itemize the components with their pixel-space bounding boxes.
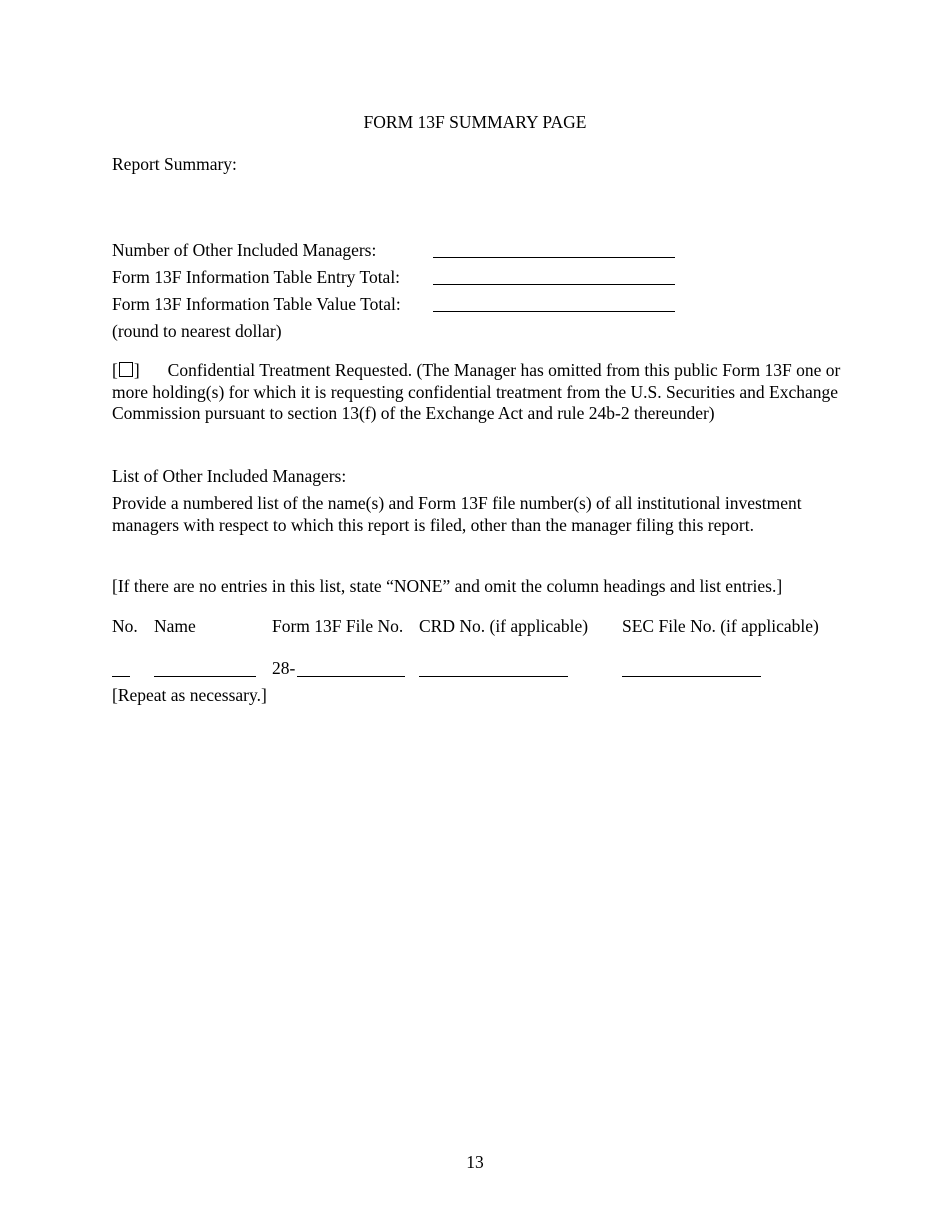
column-heading-no: No. [112, 616, 138, 636]
column-heading-crd-no: CRD No. (if applicable) [419, 616, 589, 636]
column-heading-name: Name [154, 616, 196, 636]
value-total-field[interactable] [433, 311, 675, 312]
confidential-treatment-paragraph [112, 360, 842, 425]
entry-total-field[interactable] [433, 284, 675, 285]
repeat-note: [Repeat as necessary.] [112, 685, 267, 705]
none-instruction: [If there are no entries in this list, state “NONE” and omit the column headings and list entries.] [112, 576, 783, 596]
page-number: 13 [466, 1152, 484, 1172]
other-managers-label: Number of Other Included Managers: [112, 240, 377, 260]
entry-name-field[interactable] [154, 676, 256, 677]
other-managers-field[interactable] [433, 257, 675, 258]
entry-no-field[interactable] [112, 676, 130, 677]
confidential-checkbox[interactable] [119, 362, 133, 377]
list-instructions: Provide a numbered list of the name(s) and Form 13F file number(s) of all institutional investment managers with respect to which this report is filed, other than the manager filing this report. [112, 493, 802, 535]
entry-crd-no-field[interactable] [419, 676, 568, 677]
value-total-label: Form 13F Information Table Value Total: [112, 294, 401, 314]
entry-file-no-field[interactable] [297, 676, 405, 677]
page-title: FORM 13F SUMMARY PAGE [363, 112, 587, 132]
file-no-prefix: 28- [272, 658, 296, 678]
report-summary-label: Report Summary: [112, 154, 237, 174]
bracket-close: ] [133, 360, 140, 380]
entry-sec-file-no-field[interactable] [622, 676, 761, 677]
list-heading: List of Other Included Managers: [112, 466, 347, 486]
confidential-checkbox-wrap [112, 360, 140, 382]
round-note: (round to nearest dollar) [112, 321, 282, 341]
bracket-open: [ [112, 360, 118, 380]
confidential-text: Confidential Treatment Requested. (The Manager has omitted from this public Form 13F one or more holding(s) for which it is requesting confidential treatment from the U.S. Securities and Exchange Commission pursuant to section 13(f) of the Exchange Act and rule 24b-2 thereunder) [112, 360, 841, 423]
column-heading-file-no: Form 13F File No. [272, 616, 404, 636]
entry-total-label: Form 13F Information Table Entry Total: [112, 267, 401, 287]
column-heading-sec-file-no: SEC File No. (if applicable) [622, 616, 819, 636]
